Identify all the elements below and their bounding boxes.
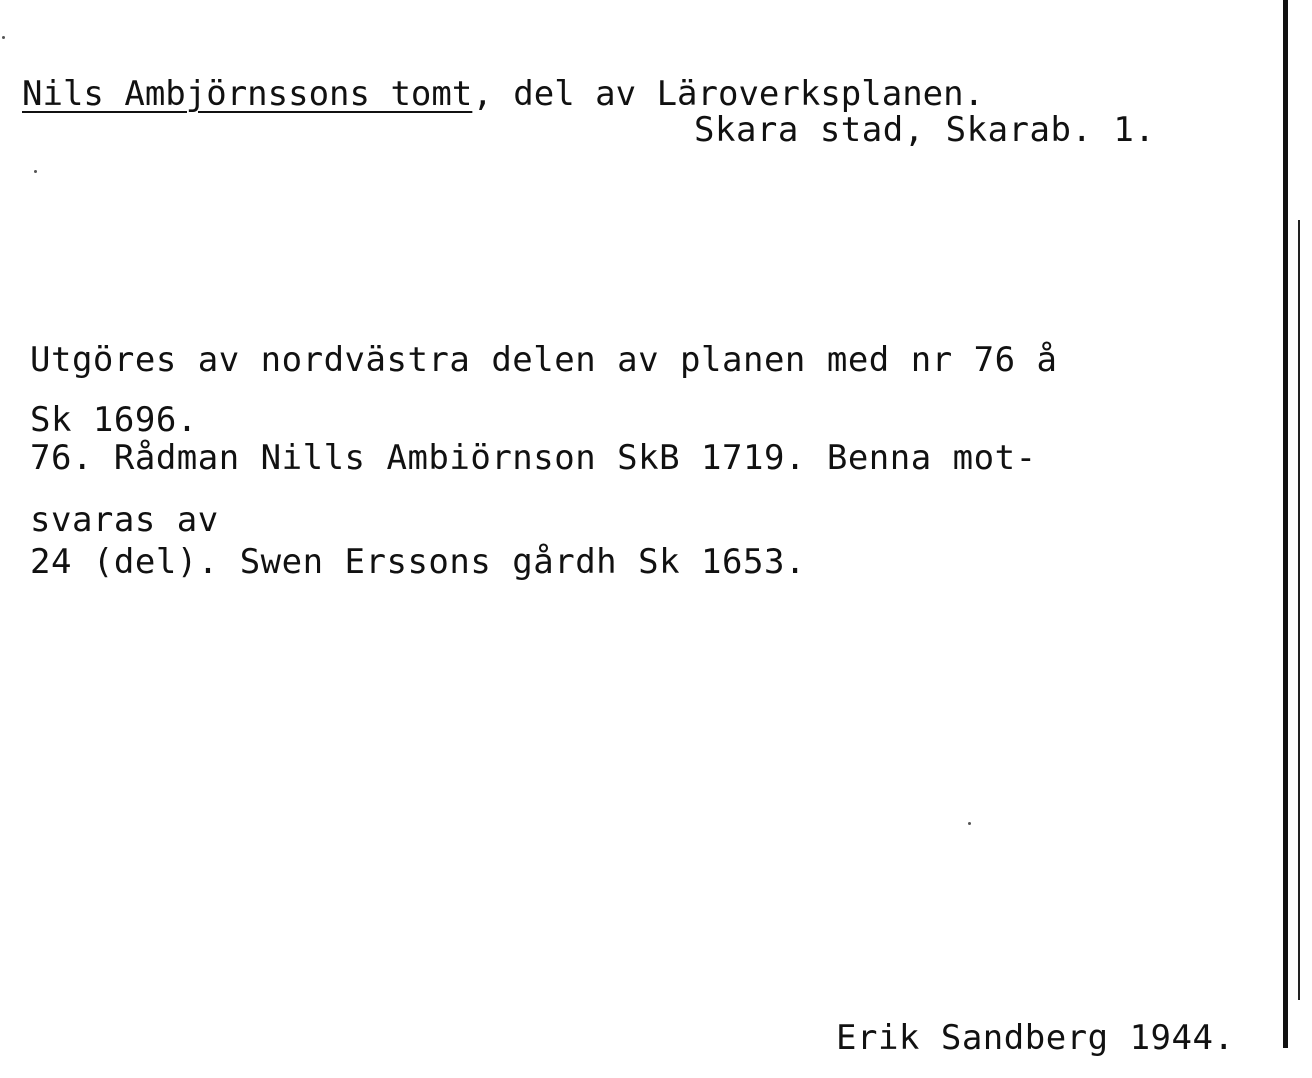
card-edge-border-inner — [1298, 220, 1300, 1000]
card-heading — [22, 74, 984, 114]
card-title-underlined: Nils Ambjörnssons tomt — [22, 74, 473, 114]
card-location: Skara stad, Skarab. 1. — [694, 110, 1156, 150]
body-line-3: 76. Rådman Nills Ambiörnson SkB 1719. Benna mot- — [30, 438, 1037, 478]
card-title-rest: , del av Läroverksplanen. — [472, 74, 985, 114]
paper-speck — [968, 822, 971, 825]
paper-speck — [34, 170, 37, 173]
body-line-4: svaras av — [30, 500, 219, 540]
card-signature: Erik Sandberg 1944. — [836, 1018, 1235, 1058]
body-line-2: Sk 1696. — [30, 400, 198, 440]
body-line-1: Utgöres av nordvästra delen av planen med nr 76 å — [30, 340, 1058, 380]
card-edge-border — [1283, 0, 1288, 1048]
body-line-5: 24 (del). Swen Erssons gårdh Sk 1653. — [30, 542, 806, 582]
paper-speck — [2, 36, 5, 39]
